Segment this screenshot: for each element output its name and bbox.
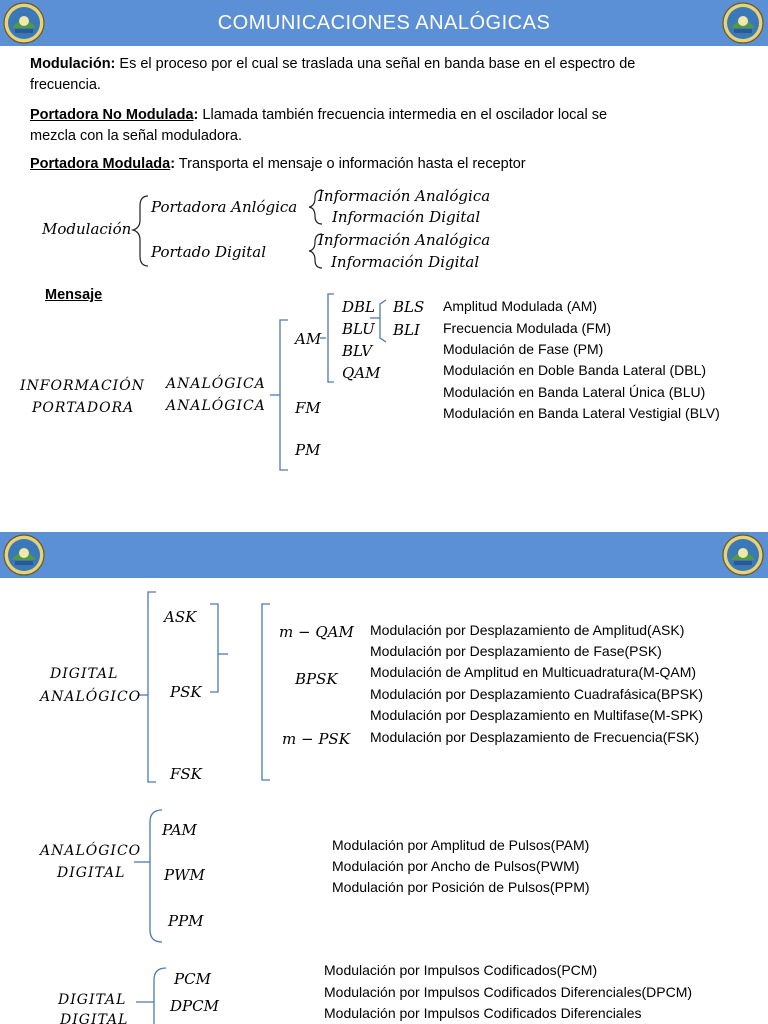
- description-item: Modulación por Desplazamiento de Frecuencia(FSK): [370, 729, 700, 745]
- ask-label: ASK: [164, 608, 197, 626]
- description-item: Modulación de Fase (PM): [443, 341, 604, 357]
- digital-digital-line1: DIGITAL: [58, 992, 127, 1008]
- slide2-braces: [0, 532, 768, 1024]
- ppm-label: PPM: [168, 912, 204, 930]
- term-modulacion: Modulación:: [30, 56, 116, 72]
- description-item: Modulación por Desplazamiento de Fase(PSK): [370, 643, 662, 659]
- bls-label: BLS: [393, 298, 425, 316]
- dbl-label: DBL: [342, 298, 376, 316]
- description-item: Amplitud Modulada (AM): [443, 298, 598, 314]
- colon: :: [170, 156, 176, 172]
- description-item: Modulación por Impulsos Codificados Diferenciales(DPCM): [324, 984, 693, 1000]
- slide-1: [0, 0, 768, 500]
- tree-leaf: Información Analógica: [318, 231, 491, 249]
- digital-digital-line2: DIGITAL: [60, 1012, 129, 1024]
- definition-text: Llamada también frecuencia intermedia en el oscilador local se: [198, 107, 608, 123]
- definition-text-line2: frecuencia.: [30, 77, 101, 93]
- colon: :: [193, 107, 199, 123]
- definition-text: Transporta el mensaje o información hasta el receptor: [175, 156, 526, 172]
- analog-label-line1: ANALÓGICA: [166, 376, 266, 392]
- description-item: Modulación en Banda Lateral Única (BLU): [443, 384, 706, 400]
- description-item: Modulación en Banda Lateral Vestigial (BLV): [443, 405, 720, 421]
- tree-branch-analog: Portadora Anlógica: [151, 198, 298, 216]
- info-label-line1: INFORMACIÓN: [20, 378, 145, 394]
- fsk-label: FSK: [170, 765, 202, 783]
- am-label: AM: [295, 330, 322, 348]
- mensaje-tree-braces: [0, 0, 768, 500]
- slide-title: COMUNICACIONES ANALÓGICAS: [217, 12, 551, 34]
- slide-2: [0, 532, 768, 1024]
- description-item: Modulación por Desplazamiento en Multifase(M-SPK): [370, 707, 704, 723]
- pcm-label: PCM: [174, 970, 211, 988]
- dpcm-label: DPCM: [170, 997, 219, 1015]
- tree-leaf: Información Analógica: [318, 187, 491, 205]
- description-item: Modulación por Desplazamiento Cuadrafásica(BPSK): [370, 686, 704, 702]
- description-item: Modulación por Desplazamiento de Amplitud(ASK): [370, 622, 685, 638]
- analog-digital-line2: DIGITAL: [57, 865, 126, 881]
- tree-branch-digital: Portado Digital: [151, 243, 267, 261]
- analog-label-line2: ANALÓGICA: [166, 398, 266, 414]
- digital-analog-line2: ANALÓGICO: [40, 689, 142, 705]
- description-item: Modulación por Posición de Pulsos(PPM): [332, 879, 590, 895]
- tree-leaf: Información Digital: [332, 208, 481, 226]
- psk-label: PSK: [170, 683, 202, 701]
- mqam-label: m − QAM: [279, 623, 354, 641]
- term-portadora-modulada: Portadora Modulada: [30, 156, 171, 172]
- definition-text: Es el proceso por el cual se traslada una señal en banda base en el espectro de: [115, 56, 636, 72]
- description-item: Modulación por Impulsos Codificados Diferenciales: [324, 1005, 642, 1021]
- definition-text-line2: mezcla con la señal moduladora.: [30, 128, 242, 144]
- mpsk-label: m − PSK: [282, 730, 350, 748]
- analog-digital-line1: ANALÓGICO: [40, 843, 142, 859]
- description-item: Modulación por Ancho de Pulsos(PWM): [332, 858, 580, 874]
- qam-label: QAM: [342, 364, 381, 382]
- fm-label: FM: [295, 399, 321, 417]
- slide-gap: [0, 500, 768, 532]
- pam-label: PAM: [162, 821, 197, 839]
- description-item: Modulación en Doble Banda Lateral (DBL): [443, 362, 707, 378]
- term-portadora-no-modulada: Portadora No Modulada: [30, 107, 194, 123]
- description-item: Modulación por Amplitud de Pulsos(PAM): [332, 837, 590, 853]
- description-item: Modulación de Amplitud en Multicuadratura(M-QAM): [370, 664, 697, 680]
- bpsk-label: BPSK: [295, 670, 338, 688]
- blv-label: BLV: [342, 342, 373, 360]
- tree-leaf: Información Digital: [331, 253, 480, 271]
- blu-label: BLU: [342, 320, 375, 338]
- info-label-line2: PORTADORA: [32, 400, 135, 416]
- description-item: Frecuencia Modulada (FM): [443, 320, 612, 336]
- mensaje-label: Mensaje: [45, 287, 103, 303]
- pm-label: PM: [295, 441, 321, 459]
- bli-label: BLI: [393, 321, 420, 339]
- description-item: Modulación por Impulsos Codificados(PCM): [324, 962, 598, 978]
- pwm-label: PWM: [164, 866, 205, 884]
- tree-root: Modulación: [42, 220, 132, 238]
- digital-analog-line1: DIGITAL: [50, 666, 119, 682]
